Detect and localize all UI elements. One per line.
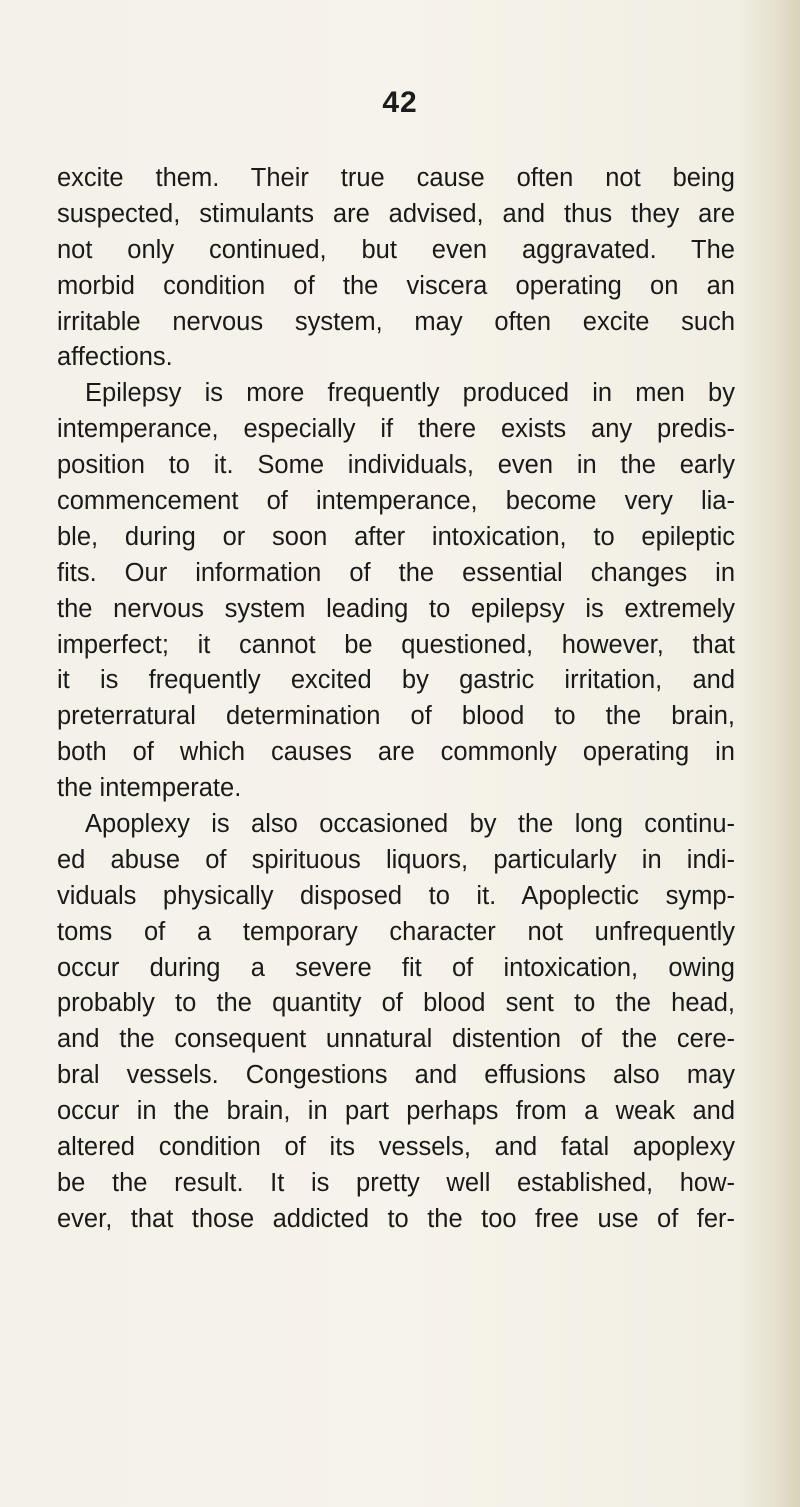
text-line: Apoplexy is also occasioned by the long continu- bbox=[85, 810, 735, 839]
text-line: imperfect; it cannot be questioned, however, that bbox=[57, 630, 735, 659]
text-line: affections. bbox=[57, 343, 173, 372]
body-text bbox=[57, 161, 735, 1238]
text-line: bral vessels. Congestions and effusions also may bbox=[57, 1061, 735, 1090]
text-line: be the result. It is pretty well established, how- bbox=[57, 1168, 735, 1197]
text-line: both of which causes are commonly operating in bbox=[57, 738, 735, 767]
text-line: ever, that those addicted to the too free use of fer- bbox=[57, 1204, 735, 1233]
text-line: excite them. Their true cause often not being bbox=[57, 164, 735, 192]
text-line: occur in the brain, in part perhaps from a weak and bbox=[57, 1097, 735, 1126]
text-line: occur during a severe fit of intoxication, owing bbox=[57, 953, 735, 982]
text-line: toms of a temporary character not unfrequently bbox=[57, 917, 735, 946]
text-line: ed abuse of spirituous liquors, particularly in indi- bbox=[57, 845, 735, 874]
text-line: intemperance, especially if there exists any predis- bbox=[57, 415, 735, 444]
text-line: position to it. Some individuals, even in the early bbox=[57, 451, 735, 480]
text-line: altered condition of its vessels, and fatal apoplexy bbox=[57, 1133, 735, 1162]
text-line: fits. Our information of the essential changes in bbox=[57, 558, 735, 587]
text-line: Epilepsy is more frequently produced in men by bbox=[85, 379, 735, 408]
text-line: preterratural determination of blood to the brain, bbox=[57, 702, 735, 731]
text-line: morbid condition of the viscera operating on an bbox=[57, 271, 735, 300]
text-line: probably to the quantity of blood sent to the head, bbox=[57, 989, 735, 1018]
text-line: commencement of intemperance, become very lia- bbox=[57, 487, 735, 516]
text-line: irritable nervous system, may often excite such bbox=[57, 307, 735, 336]
text-line: and the consequent unnatural distention of the cere- bbox=[57, 1025, 735, 1054]
text-line: viduals physically disposed to it. Apoplectic symp- bbox=[57, 881, 735, 910]
text-line: ble, during or soon after intoxication, to epileptic bbox=[57, 522, 735, 551]
page-number: 42 bbox=[382, 86, 418, 119]
text-line: not only continued, but even aggravated. The bbox=[57, 235, 735, 264]
text-line: it is frequently excited by gastric irritation, and bbox=[57, 666, 735, 695]
text-line: suspected, stimulants are advised, and thus they are bbox=[57, 199, 735, 228]
text-line: the nervous system leading to epilepsy is extremely bbox=[57, 594, 735, 623]
text-line: the intemperate. bbox=[57, 774, 242, 803]
